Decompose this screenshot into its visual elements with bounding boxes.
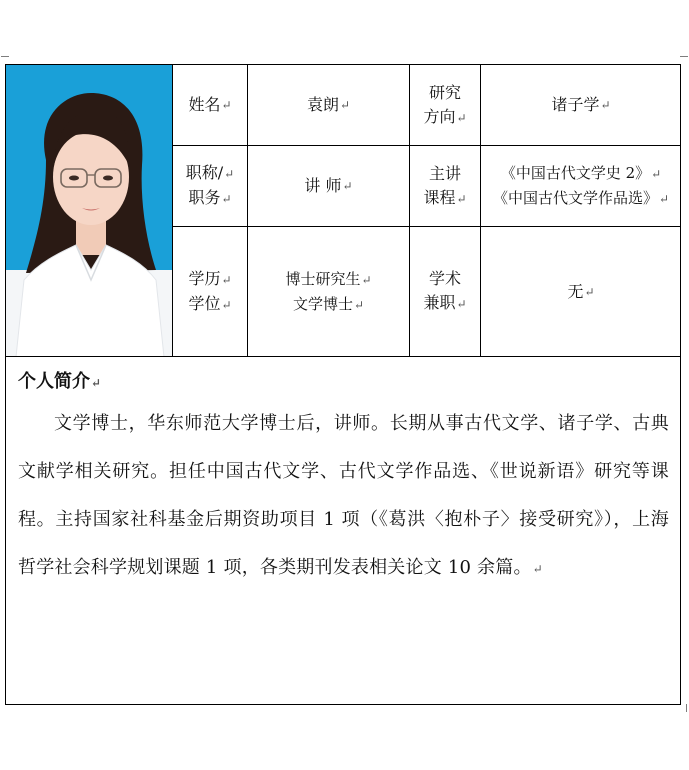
return-mark: ↵ [221, 297, 232, 312]
title-value-cell [248, 146, 409, 226]
course-label-line2: 课程 [423, 187, 456, 207]
research-label-line1: 研究 [428, 82, 461, 102]
course-value-cell [481, 146, 681, 226]
return-mark: ↵ [456, 297, 467, 311]
bio-section [6, 356, 681, 705]
return-mark: ↵ [91, 376, 102, 390]
bio-text: 文学博士，华东师范大学博士后，讲师。长期从事古代文学、诸子学、古典文献学相关研究。担任中国古代文学、古代文学作品选、《世说新语》研究等课程。主持国家社科基金后期资助项目 1 项（《葛洪〈抱朴子〉接受研究》），上海哲学社会科学规划课题 1 项，各类期刊发表相关论文 10 余篇。 [18, 413, 669, 578]
return-mark: ↵ [339, 98, 351, 112]
academic-value: 无 [567, 281, 584, 301]
return-mark: ↵ [221, 272, 232, 287]
name-label: 姓名 [188, 95, 221, 114]
title-label-cell [173, 146, 247, 226]
research-label-cell [410, 65, 480, 145]
portrait-photo [6, 65, 172, 357]
bio-heading-row [18, 367, 669, 398]
edu-value-2: 文学博士 [292, 294, 353, 313]
profile-table [5, 64, 681, 705]
research-value-cell [481, 65, 681, 145]
academic-label-line2: 兼职 [423, 293, 456, 312]
academic-value-cell [481, 227, 681, 356]
return-mark: ↵ [658, 192, 670, 206]
return-mark: ↵ [221, 98, 232, 112]
edu-label-line2: 学位 [188, 293, 221, 313]
return-mark: ↵ [456, 191, 467, 206]
course-label-cell [410, 146, 480, 226]
title-label-line2: 职务 [188, 188, 221, 207]
edu-value-cell [248, 227, 409, 356]
bio-paragraph [18, 400, 669, 593]
return-mark: ↵ [532, 562, 543, 576]
academic-label-line1: 学术 [428, 269, 461, 288]
page-corner-mark [680, 56, 688, 65]
course-value-2: 《中国古代文学作品选》 [492, 189, 658, 207]
research-value: 诸子学 [551, 95, 600, 114]
return-mark: ↵ [651, 167, 662, 181]
return-mark: ↵ [221, 192, 232, 206]
portrait-image [6, 65, 172, 357]
title-label-line1: 职称/ [185, 163, 224, 182]
page-corner-mark [678, 704, 687, 712]
name-value: 袁朗 [306, 95, 339, 114]
return-mark: ↵ [342, 179, 353, 193]
name-value-cell [248, 65, 409, 145]
edu-label-cell [173, 227, 247, 356]
title-value: 讲 师 [304, 176, 342, 195]
course-label-line1: 主讲 [428, 163, 461, 183]
edu-label-line1: 学历 [188, 268, 221, 288]
research-label-line2: 方向 [423, 106, 456, 126]
return-mark: ↵ [600, 98, 611, 112]
name-label-cell [173, 65, 247, 145]
edu-value-1: 博士研究生 [285, 269, 361, 288]
return-mark: ↵ [224, 167, 235, 181]
return-mark: ↵ [361, 272, 372, 287]
bio-title: 个人简介 [18, 371, 90, 392]
academic-label-cell [410, 227, 480, 356]
return-mark: ↵ [584, 284, 595, 299]
course-value-1: 《中国古代文学史 2》 [500, 164, 651, 182]
return-mark: ↵ [456, 110, 467, 125]
return-mark: ↵ [353, 297, 365, 312]
